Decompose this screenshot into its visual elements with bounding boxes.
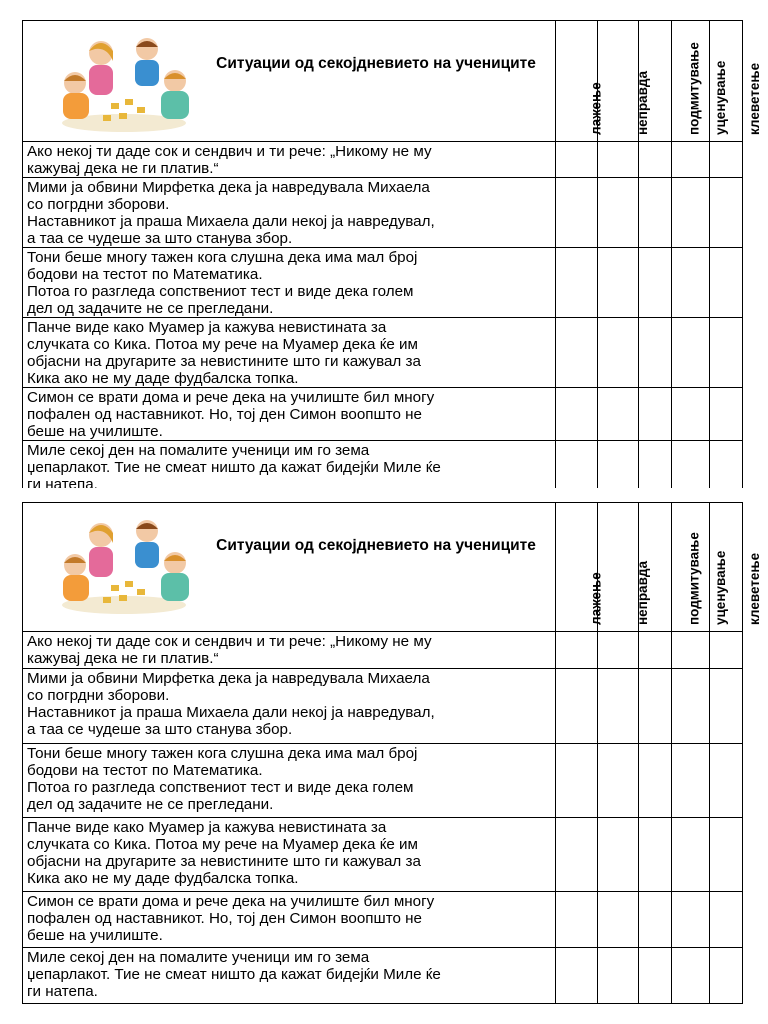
- text-line: Кика ако не му даде фудбалска топка.: [27, 870, 299, 887]
- column-label: лажење: [587, 82, 603, 135]
- answer-cell[interactable]: [672, 632, 710, 669]
- column-header: [672, 21, 728, 142]
- answer-cell[interactable]: [598, 388, 639, 441]
- text-line: кажувај дека не ги платив.“: [27, 160, 219, 177]
- column-label: клеветење: [747, 62, 763, 135]
- text-line: дел од задачите не се прегледани.: [27, 796, 274, 813]
- situation-text: [23, 318, 556, 388]
- column-label: уценување: [712, 550, 728, 625]
- situation-text: [23, 441, 556, 489]
- answer-cell[interactable]: [672, 948, 710, 1004]
- text-line: Симон се врати дома и рече дека на училиште бил многу: [27, 893, 435, 910]
- text-line: дел од задачите не се прегледани.: [27, 300, 274, 317]
- answer-cell[interactable]: [710, 388, 743, 441]
- answer-cell[interactable]: [639, 744, 672, 818]
- text-line: џепарлакот. Тие не смеат ништо да кажат бидејќи Миле ќе: [27, 459, 441, 476]
- answer-cell[interactable]: [672, 142, 710, 178]
- answer-cell[interactable]: [598, 441, 639, 489]
- answer-cell[interactable]: [556, 441, 598, 489]
- column-label: подмитување: [686, 42, 702, 135]
- situation-text: [23, 948, 556, 1004]
- column-header: [639, 21, 702, 142]
- children-playing-icon: [51, 33, 197, 135]
- answer-cell[interactable]: [672, 744, 710, 818]
- text-line: со погрдни зборови.: [27, 687, 170, 704]
- answer-cell[interactable]: [556, 669, 598, 744]
- answer-cell[interactable]: [710, 948, 743, 1004]
- answer-cell[interactable]: [598, 892, 639, 948]
- worksheet-table: [22, 502, 763, 1004]
- answer-cell[interactable]: [639, 318, 672, 388]
- children-playing-icon: [51, 515, 197, 617]
- answer-cell[interactable]: [710, 318, 743, 388]
- text-line: пофален од наставникот. Но, тој ден Симон воопшто не: [27, 406, 422, 423]
- answer-cell[interactable]: [598, 142, 639, 178]
- worksheet-title: Ситуации од секојдневието на учениците: [216, 537, 536, 554]
- text-line: објасни на другарите за невистините што ги кажувал за: [27, 353, 421, 370]
- text-line: а таа се чудеше за што станува збор.: [27, 721, 293, 738]
- situation-text: [23, 892, 556, 948]
- text-line: а таа се чудеше за што станува збор.: [27, 230, 293, 247]
- text-line: Панче виде како Муамер ја кажува невистината за: [27, 319, 387, 336]
- text-line: Симон се врати дома и рече дека на училиште бил многу: [27, 389, 435, 406]
- text-line: беше на училиште.: [27, 927, 163, 944]
- text-line: Наставникот ја праша Михаела дали некој ја навредувал,: [27, 704, 435, 721]
- answer-cell[interactable]: [710, 632, 743, 669]
- answer-cell[interactable]: [598, 632, 639, 669]
- answer-cell[interactable]: [710, 744, 743, 818]
- column-label: уценување: [712, 60, 728, 135]
- answer-cell[interactable]: [556, 818, 598, 892]
- text-line: Миле секој ден на помалите ученици им го зема: [27, 949, 370, 966]
- answer-cell[interactable]: [556, 388, 598, 441]
- column-header: [710, 21, 763, 142]
- text-line: ги натепа.: [27, 983, 98, 1000]
- answer-cell[interactable]: [598, 248, 639, 318]
- answer-cell[interactable]: [598, 318, 639, 388]
- text-line: Мими ја обвини Мирфетка дека ја навредувала Михаела: [27, 670, 430, 687]
- situation-text: [23, 388, 556, 441]
- answer-cell[interactable]: [639, 248, 672, 318]
- text-line: бодови на тестот по Математика.: [27, 762, 263, 779]
- answer-cell[interactable]: [710, 669, 743, 744]
- text-line: Ако некој ти даде сок и сендвич и ти рече: „Никому не му: [27, 143, 432, 160]
- situation-text: [23, 142, 556, 178]
- text-line: беше на училиште.: [27, 423, 163, 440]
- situation-text: [23, 632, 556, 669]
- text-line: Миле секој ден на помалите ученици им го зема: [27, 442, 370, 459]
- answer-cell[interactable]: [672, 388, 710, 441]
- answer-cell[interactable]: [672, 818, 710, 892]
- text-line: бодови на тестот по Математика.: [27, 266, 263, 283]
- text-line: Потоа го разгледа сопствениот тест и виде дека голем: [27, 779, 414, 796]
- column-label: неправда: [634, 71, 650, 135]
- worksheet-title: Ситуации од секојдневието на учениците: [216, 55, 536, 72]
- text-line: Мими ја обвини Мирфетка дека ја навредувала Михаела: [27, 179, 430, 196]
- column-header: [556, 503, 603, 632]
- text-line: случката со Кика. Потоа му рече на Муамер дека ќе им: [27, 336, 418, 353]
- answer-cell[interactable]: [672, 318, 710, 388]
- text-line: Ако некој ти даде сок и сендвич и ти рече: „Никому не му: [27, 633, 432, 650]
- answer-cell[interactable]: [556, 948, 598, 1004]
- answer-cell[interactable]: [639, 142, 672, 178]
- answer-cell[interactable]: [672, 441, 710, 489]
- answer-cell[interactable]: [556, 892, 598, 948]
- text-line: кажувај дека не ги платив.“: [27, 650, 219, 667]
- answer-cell[interactable]: [556, 318, 598, 388]
- column-header: [556, 21, 603, 142]
- column-header: [598, 503, 650, 632]
- column-header: [639, 503, 702, 632]
- answer-cell[interactable]: [710, 178, 743, 248]
- answer-cell[interactable]: [639, 178, 672, 248]
- situation-text: [23, 669, 556, 744]
- text-line: Кика ако не му даде фудбалска топка.: [27, 370, 299, 387]
- answer-cell[interactable]: [556, 744, 598, 818]
- worksheet-table: [22, 20, 763, 488]
- answer-cell[interactable]: [556, 142, 598, 178]
- text-line: Тони беше многу тажен кога слушна дека има мал број: [27, 745, 418, 762]
- column-label: лажење: [587, 572, 603, 625]
- text-line: објасни на другарите за невистините што ги кажувал за: [27, 853, 421, 870]
- answer-cell[interactable]: [672, 892, 710, 948]
- answer-cell[interactable]: [710, 441, 743, 489]
- answer-cell[interactable]: [710, 892, 743, 948]
- situation-text: [23, 178, 556, 248]
- text-line: Панче виде како Муамер ја кажува невистината за: [27, 819, 387, 836]
- answer-cell[interactable]: [639, 441, 672, 489]
- situation-text: [23, 744, 556, 818]
- text-line: случката со Кика. Потоа му рече на Муамер дека ќе им: [27, 836, 418, 853]
- situation-text: [23, 248, 556, 318]
- answer-cell[interactable]: [710, 818, 743, 892]
- column-header: [710, 503, 763, 632]
- text-line: ги натепа.: [27, 476, 98, 488]
- answer-cell[interactable]: [556, 632, 598, 669]
- answer-cell[interactable]: [639, 669, 672, 744]
- header-cell: [23, 21, 556, 142]
- answer-cell[interactable]: [672, 248, 710, 318]
- situation-text: [23, 818, 556, 892]
- column-label: неправда: [634, 561, 650, 625]
- text-line: Потоа го разгледа сопствениот тест и виде дека голем: [27, 283, 414, 300]
- text-line: пофален од наставникот. Но, тој ден Симон воопшто не: [27, 910, 422, 927]
- answer-cell[interactable]: [710, 248, 743, 318]
- answer-cell[interactable]: [639, 948, 672, 1004]
- text-line: Наставникот ја праша Михаела дали некој ја навредувал,: [27, 213, 435, 230]
- text-line: со погрдни зборови.: [27, 196, 170, 213]
- column-header: [598, 21, 650, 142]
- text-line: џепарлакот. Тие не смеат ништо да кажат бидејќи Миле ќе: [27, 966, 441, 983]
- answer-cell[interactable]: [556, 248, 598, 318]
- answer-cell[interactable]: [672, 669, 710, 744]
- answer-cell[interactable]: [598, 948, 639, 1004]
- answer-cell[interactable]: [710, 142, 743, 178]
- answer-cell[interactable]: [672, 178, 710, 248]
- answer-cell[interactable]: [556, 178, 598, 248]
- column-header: [672, 503, 728, 632]
- answer-cell[interactable]: [639, 388, 672, 441]
- answer-cell[interactable]: [598, 178, 639, 248]
- answer-cell[interactable]: [639, 892, 672, 948]
- text-line: Тони беше многу тажен кога слушна дека има мал број: [27, 249, 418, 266]
- answer-cell[interactable]: [598, 818, 639, 892]
- answer-cell[interactable]: [639, 818, 672, 892]
- column-label: подмитување: [686, 532, 702, 625]
- answer-cell[interactable]: [598, 744, 639, 818]
- header-cell: [23, 503, 556, 632]
- answer-cell[interactable]: [598, 669, 639, 744]
- answer-cell[interactable]: [639, 632, 672, 669]
- column-label: клеветење: [747, 552, 763, 625]
